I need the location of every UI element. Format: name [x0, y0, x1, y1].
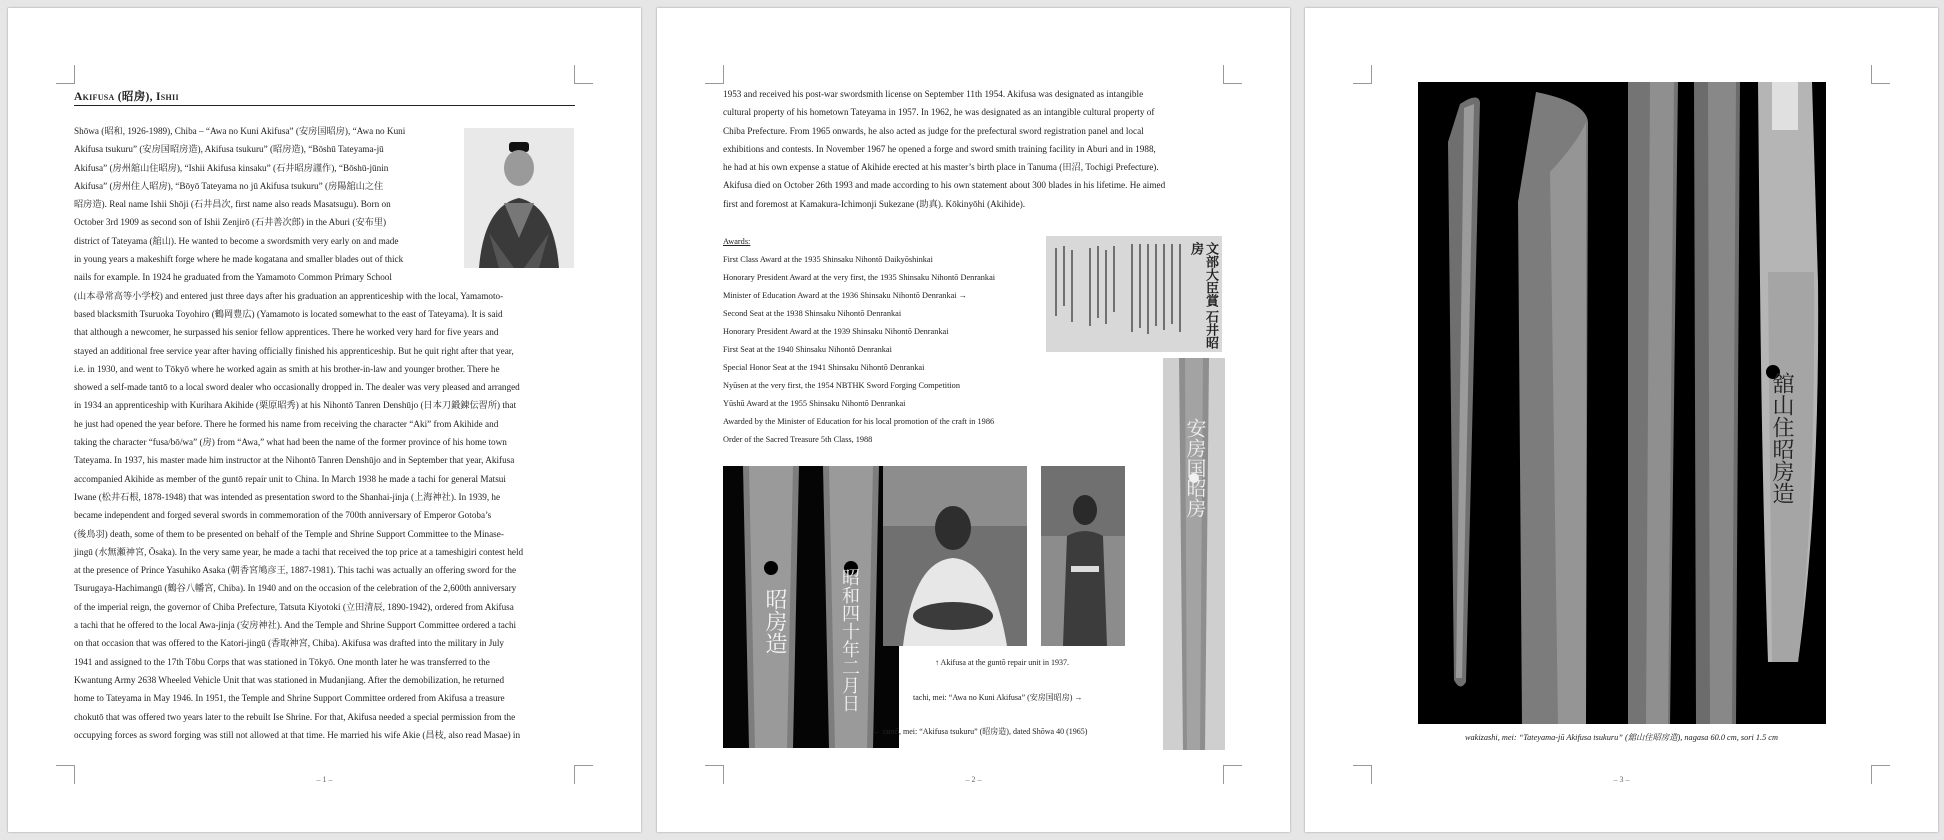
- crop-mark: [56, 65, 75, 84]
- page-2: [657, 8, 1290, 832]
- text-line: he had at his own expense a statue of Akihide erected at his master’s birth place in Tanuma (田沼, Tochigi Prefecture).: [723, 162, 1159, 173]
- akifusa-uniform-photo: [1041, 466, 1125, 646]
- text-line: in young years a makeshift forge where he made kogatana and smaller blades out of thick: [74, 254, 404, 265]
- page-number: – 1 –: [316, 775, 333, 784]
- award-item: Minister of Education Award at the 1936 Shinsaku Nihontō Denrankai →: [723, 291, 967, 300]
- award-item: Order of the Sacred Treasure 5th Class, 1988: [723, 435, 873, 444]
- text-line: 昭房造). Real name Ishii Shōji (石井昌次, first name also reads Masatsugu). Born on: [74, 199, 391, 210]
- crop-mark: [574, 65, 593, 84]
- crop-mark: [1223, 65, 1242, 84]
- crop-mark: [1353, 65, 1372, 84]
- text-line: (後鳥羽) death, some of them to be presented on behalf of the Temple and Shrine Support Committee to the Minase-: [74, 528, 504, 539]
- text-line: i.e. in 1930, and went to Tōkyō where he worked again as smith at his brother-in-law and younger brother. There he: [74, 363, 500, 374]
- text-line: 1941 and assigned to the 17th Tōbu Corps that was stationed in Tōkyō. One month later he was transferred to the: [74, 656, 490, 667]
- caption-tachi: tachi, mei: “Awa no Kuni Akifusa” (安房国昭房) →: [913, 693, 1083, 702]
- text-line: became independent and forged several swords in commemoration of the 700th anniversary of Emperor Gotoba’s: [74, 510, 492, 521]
- awards-title: Awards:: [723, 237, 751, 246]
- text-line: at the presence of Prince Yasuhiko Asaka (朝香宮鳩彦王, 1887-1981). This tachi was actually an offering sword for the: [74, 565, 517, 576]
- long-tang-image: [1163, 358, 1225, 750]
- caption-repair-unit: ↑ Akifusa at the guntō repair unit in 1937.: [935, 658, 1069, 667]
- text-line: on that occasion that was offered to the Katori-jingū (香取神宮, Chiba). Akifusa was drafted into the military in July: [74, 638, 505, 649]
- text-line: Iwane (松井石根, 1878-1948) that was intended as presentation sword to the Shanhai-jinja (上海神社). In 1939, he: [74, 491, 501, 502]
- award-item: First Seat at the 1940 Shinsaku Nihontō Denrankai: [723, 345, 892, 354]
- page-1: [8, 8, 641, 832]
- crop-mark: [1871, 65, 1890, 84]
- text-line: (山本尋常高等小学校) and entered just three days after his graduation an apprenticeship with the local, Yamamoto-: [74, 290, 504, 301]
- text-line: chokutō that was offered two years later to the rebuilt Ise Shrine. For that, Akifusa needed a special permission from the: [74, 711, 516, 722]
- text-line: Tateyama. In 1937, his master made him instructor at the Nihontō Tanren Denshūjo and in September that year, Akifusa: [74, 455, 515, 466]
- text-line: of the imperial reign, the governor of Chiba Prefecture, Tatsuta Kiyotoki (立田清辰, 1890-1942), ordered from Akifusa: [74, 601, 514, 612]
- text-line: Kwantung Army 2638 Wheeled Vehicle Unit that was stationed in Mudanjiang. After the demobilization, he returned: [74, 674, 505, 685]
- text-line: Akifusa tsukuru” (安房国昭房造), Akifusa tsukuru” (昭房造), “Bōshū Tateyama-jū: [74, 144, 384, 155]
- text-line: Akifusa” (房州住人昭房), “Bōyō Tateyama no jū Akifusa tsukuru” (房陽舘山之住: [74, 180, 384, 191]
- text-line: district of Tateyama (舘山). He wanted to become a swordsmith very early on and made: [74, 235, 399, 246]
- page-number: – 2 –: [965, 775, 982, 784]
- award-item: Honorary President Award at the 1939 Shinsaku Nihontō Denrankai: [723, 327, 949, 336]
- text-line: Akifusa” (房州舘山住昭房), “Ishii Akifusa kinsaku” (石井昭房謹作), “Bōshū-jūnin: [74, 162, 389, 173]
- text-line: Chiba Prefecture. From 1965 onwards, he also acted as judge for the prefectural sword registration panel and local: [723, 125, 1144, 136]
- page-number: – 3 –: [1613, 775, 1630, 784]
- award-item: Special Honor Seat at the 1941 Shinsaku Nihontō Denrankai: [723, 363, 925, 372]
- award-item: First Class Award at the 1935 Shinsaku Nihontō Daikyōshinkai: [723, 255, 933, 264]
- crop-mark: [705, 65, 724, 84]
- text-line: taking the character “fusa/bō/wa” (房) from “Awa,” what had been the name of the former province of his home town: [74, 437, 507, 448]
- caption-wakizashi: wakizashi, mei: “Tateyama-jū Akifusa tsukuru” (舘山住昭房造), nagasa 60.0 cm, sori 1.5 cm: [1465, 733, 1778, 742]
- text-line: that although a newcomer, he surpassed his senior fellow apprentices. There he worked very hard for five years and: [74, 327, 499, 338]
- text-line: exhibitions and contests. In November 1967 he opened a forge and sword smith training facility in Aburi and in 1988,: [723, 143, 1156, 154]
- page-3: [1305, 8, 1938, 832]
- text-line: nails for example. In 1924 he graduated from the Yamamoto Common Primary School: [74, 272, 392, 283]
- award-item: Awarded by the Minister of Education for his local promotion of the craft in 1986: [723, 417, 995, 426]
- tang-right-inscription: 昭和四十年二月日: [840, 568, 860, 712]
- text-line: home to Tateyama in May 1946. In 1951, the Temple and Shrine Support Committee ordered from Akifusa a treasure: [74, 693, 505, 704]
- entry-heading: Akifusa (昭房), Ishii: [74, 88, 575, 106]
- text-line: first and foremost at Kamakura-Ichimonji Sukezane (助真). Kōkinyōhi (Akihide).: [723, 198, 1026, 209]
- text-line: Akifusa died on October 26th 1993 and made according to his own statement about 300 blades in his lifetime. He aimed: [723, 180, 1166, 191]
- biography-continued: [723, 85, 1224, 213]
- text-line: cultural property of his hometown Tateyama in 1957. In 1962, he was designated as an intangible cultural property of: [723, 107, 1155, 118]
- biography-text: [74, 122, 575, 744]
- text-line: October 3rd 1909 as second son of Ishii Zenjirō (石井善次郎) in the Aburi (安布里): [74, 217, 387, 228]
- text-line: accompanied Akihide as member of the guntō repair unit to China. In March 1938 he made a tachi for general Matsui: [74, 473, 506, 484]
- tang-left-inscription: 昭房造: [763, 588, 788, 654]
- award-item: Second Seat at the 1938 Shinsaku Nihontō Denrankai: [723, 309, 902, 318]
- text-line: Tsurugaya-Hachimangū (鶴谷八幡宮, Chiba). In 1940 and on the occasion of the celebration of the 2,600th anniversary: [74, 583, 517, 594]
- text-line: occupying forces as sword forging was still not allowed at that time. He married his wife Akie (昌枝, also read Masae) in: [74, 729, 521, 740]
- akifusa-seated-photo: [883, 466, 1027, 646]
- text-line: showed a self-made tantō to a local sword dealer who occasionally dropped in. The dealer was very pleased and arranged: [74, 382, 520, 393]
- text-line: stayed an additional free service year after having officially finished his apprenticeship. But he quit right after that year,: [74, 345, 514, 356]
- wakizashi-photo: [1418, 82, 1826, 724]
- text-line: jingū (水無瀬神宮, Ōsaka). In the very same year, he made a tachi that received the top price at a tameshigiri contest held: [74, 546, 524, 557]
- text-line: 1953 and received his post-war swordsmith license on September 11th 1954. Akifusa was designated as intangible: [723, 89, 1144, 99]
- text-line: he just had opened the year before. There he formed his name from receiving the character “Aki” from Akihide and: [74, 418, 499, 429]
- certificate-text: 文部大臣賞 石井昭房: [1189, 242, 1219, 350]
- text-line: in 1934 an apprenticeship with Kurihara Akihide (栗原昭秀) at his Nihontō Tanren Denshūjo (日本刀鍛錬伝習所) that: [74, 400, 517, 411]
- awards-list: [723, 233, 1043, 449]
- tang-inscription: 安房国昭房: [1183, 418, 1205, 518]
- award-certificate-image: [1046, 236, 1222, 352]
- text-line: Shōwa (昭和, 1926-1989), Chiba – “Awa no Kuni Akifusa” (安房国昭房), “Awa no Kuni: [74, 126, 406, 136]
- caption-tanto: ← tantō, mei: “Akifusa tsukuru” (昭房造), dated Shōwa 40 (1965): [873, 727, 1088, 736]
- tanto-tang-image: [723, 466, 899, 748]
- wakizashi-tang-inscription: 舘山住昭房造: [1770, 372, 1795, 504]
- text-line: based blacksmith Tsuruoka Toyohiro (鶴岡豊広) (Yamamoto is located somewhat to the east of Tateyama). It is said: [74, 308, 503, 319]
- award-item: Honorary President Award at the very first, the 1935 Shinsaku Nihontō Denrankai: [723, 273, 996, 282]
- award-item: Yūshū Award at the 1955 Shinsaku Nihontō Denrankai: [723, 399, 906, 408]
- award-item: Nyūsen at the very first, the 1954 NBTHK Sword Forging Competition: [723, 381, 960, 390]
- text-line: a tachi that he offered to the local Awa-jinja (安房神社). And the Temple and Shrine Support Committee ordered a tachi: [74, 620, 517, 631]
